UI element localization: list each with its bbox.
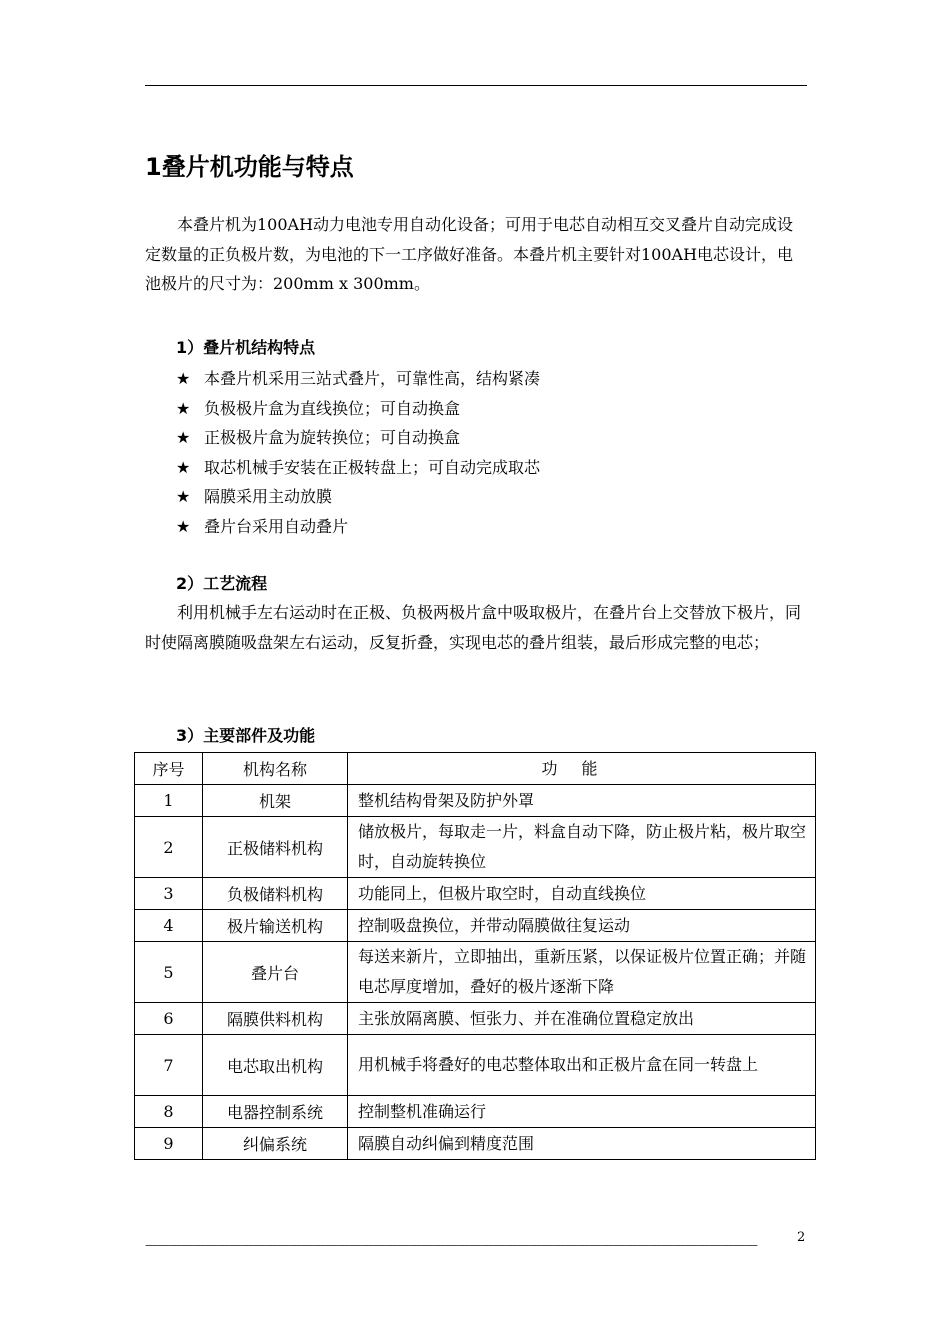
list-item: ★ 正极极片盒为旋转换位；可自动换盒 [176, 423, 540, 453]
row-name: 叠片台 [203, 942, 348, 1003]
column-header-name: 机构名称 [203, 753, 348, 785]
table-row [135, 817, 816, 878]
table-row [135, 1003, 816, 1035]
table-row [135, 1035, 816, 1096]
list-item: ★ 隔膜采用主动放膜 [176, 482, 540, 512]
list-item: ★ 负极极片盒为直线换位；可自动换盒 [176, 394, 540, 424]
row-name: 极片输送机构 [203, 910, 348, 942]
star-icon: ★ [176, 369, 191, 388]
row-name: 电器控制系统 [203, 1096, 348, 1128]
table-row [135, 878, 816, 910]
row-name: 负极储料机构 [203, 878, 348, 910]
row-function: 储放极片，每取走一片，料盒自动下降，防止极片粘，极片取空时，自动旋转换位 [348, 817, 816, 878]
row-function: 控制吸盘换位，并带动隔膜做往复运动 [348, 910, 816, 942]
row-name: 电芯取出机构 [203, 1035, 348, 1096]
star-icon: ★ [176, 428, 191, 447]
page-number: 2 [797, 1230, 806, 1245]
intro-paragraph: 本叠片机为100AH动力电池专用自动化设备；可用于电芯自动相互交叉叠片自动完成设定数量的正负极片数，为电池的下一工序做好准备。本叠片机主要针对100AH电芯设计，电池极片的尺寸为：200mm x 300mm。 [145, 215, 794, 293]
star-icon: ★ [176, 398, 191, 418]
row-number: 5 [135, 942, 203, 1003]
footer-rule: ——————————————————————————————————————————————————— [145, 1238, 757, 1253]
process-heading: 2）工艺流程 [176, 574, 268, 593]
table-row [135, 910, 816, 942]
row-function: 主张放隔离膜、恒张力、并在准确位置稳定放出 [348, 1003, 816, 1035]
row-name: 纠偏系统 [203, 1128, 348, 1160]
table-header-row [135, 753, 816, 785]
table-row [135, 1096, 816, 1128]
row-function: 控制整机准确运行 [348, 1096, 816, 1128]
process-paragraph: 利用机械手左右运动时在正极、负极两极片盒中吸取极片，在叠片台上交替放下极片，同时使隔离膜随吸盘架左右运动，反复折叠，实现电芯的叠片组装，最后形成完整的电芯； [145, 603, 802, 652]
components-table [134, 752, 816, 1160]
components-heading: 3）主要部件及功能 [176, 726, 316, 745]
table-row [135, 785, 816, 817]
table-row [135, 942, 816, 1003]
row-number: 9 [135, 1128, 203, 1160]
row-number: 2 [135, 817, 203, 878]
list-item: ★ 叠片台采用自动叠片 [176, 512, 540, 542]
star-icon: ★ [176, 457, 191, 477]
row-number: 1 [135, 785, 203, 817]
list-item: ★ 本叠片机采用三站式叠片，可靠性高，结构紧凑 [176, 364, 540, 394]
row-function: 用机械手将叠好的电芯整体取出和正极片盒在同一转盘上 [348, 1035, 816, 1096]
row-function: 每送来新片，立即抽出，重新压紧，以保证极片位置正确；并随电芯厚度增加，叠好的极片逐渐下降 [348, 942, 816, 1003]
row-number: 3 [135, 878, 203, 910]
row-number: 6 [135, 1003, 203, 1035]
row-name: 正极储料机构 [203, 817, 348, 878]
star-icon: ★ [176, 487, 191, 506]
row-name: 隔膜供料机构 [203, 1003, 348, 1035]
row-function: 隔膜自动纠偏到精度范围 [348, 1128, 816, 1160]
list-item: ★ 取芯机械手安装在正极转盘上；可自动完成取芯 [176, 453, 540, 483]
row-name: 机架 [203, 785, 348, 817]
table-row [135, 1128, 816, 1160]
column-header-no: 序号 [135, 753, 203, 785]
star-icon: ★ [176, 516, 191, 536]
column-header-function: 功能 [348, 753, 816, 785]
row-function: 功能同上，但极片取空时，自动直线换位 [348, 878, 816, 910]
feature-list [176, 364, 540, 541]
header-rule [145, 85, 807, 86]
row-number: 7 [135, 1035, 203, 1096]
structure-heading: 1）叠片机结构特点 [176, 338, 316, 357]
row-number: 4 [135, 910, 203, 942]
row-number: 8 [135, 1096, 203, 1128]
section-title: 1叠片机功能与特点 [145, 153, 354, 181]
row-function: 整机结构骨架及防护外罩 [348, 785, 816, 817]
